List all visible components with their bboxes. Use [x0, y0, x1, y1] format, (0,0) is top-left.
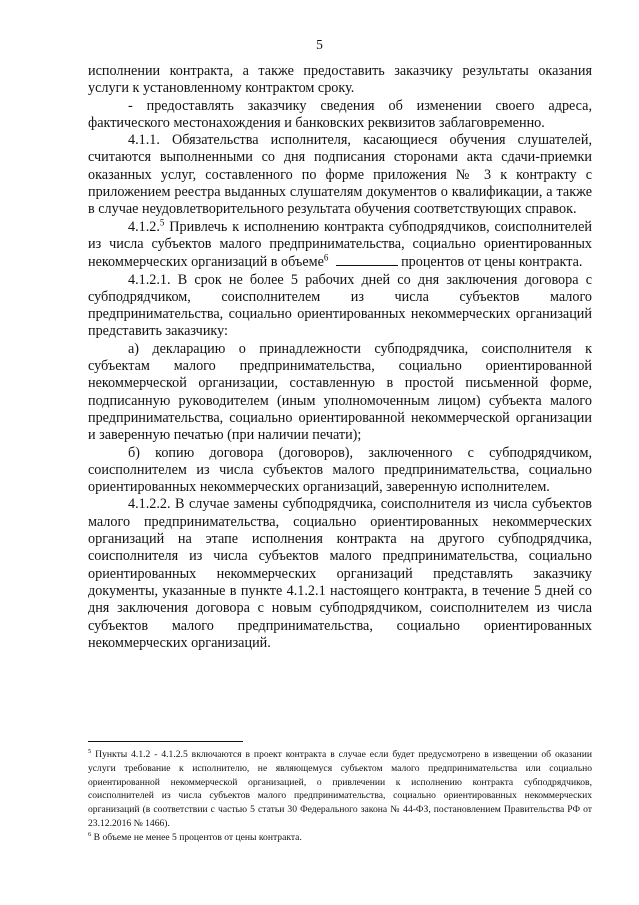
footnote	[88, 748, 592, 831]
footnote-text: Пункты 4.1.2 - 4.1.2.5 включаются в проект контракта в случае если будет предусмотрено в извещении об оказании услуги требование к исполнителю, не являющемуся субъектом малого предпринимательства или социально ориентированной некоммерческой организацией, о привлечении к исполнению контракта субподрядчиков, соисполнителей из числа субъектов малого предпринимательства, социально ориентированных некоммерческих организаций (в соответствии с частью 5 статьи 30 Федерального закона № 44-ФЗ, постановлением Правительства РФ от 23.12.2016 № 1466).	[88, 749, 592, 829]
paragraph: - предоставлять заказчику сведения об изменении своего адреса, фактического местонахождения и банковских реквизитов заблаговременно.	[88, 97, 592, 131]
paragraph: б) копию договора (договоров), заключенного с субподрядчиком, соисполнителем из числа субъектов малого предпринимательства, социально ориентированных некоммерческих организаций, заверенную исполнителем.	[88, 444, 592, 496]
paragraph: 4.1.1. Обязательства исполнителя, касающиеся обучения слушателей, считаются выполненными со дня подписания сторонами акта сдачи-приемки оказанных услуг, составленного по форме приложения № 3 к контракту с приложением реестра выданных слушателям документов о квалификации, а также в случае неудовлетворительного результата обучения соответствующих справок.	[88, 132, 592, 218]
clause-text: процентов от цены контракта.	[397, 254, 583, 271]
page-number: 5	[316, 37, 323, 52]
paragraph: 4.1.2.2. В случае замены субподрядчика, соисполнителя из числа субъектов малого предпринимательства, социально ориентированных некоммерческих организаций на этапе исполнения контракта на другого субподрядчика, соисполнителя из числа субъектов малого предпринимательства, социально ориентированных некоммерческих организаций представлять заказчику документы, указанные в пункте 4.1.2.1 настоящего контракта, в течение 5 дней со дня заключения договора с новым субподрядчиком, соисполнителем из числа субъектов малого предпринимательства, социально ориентированных некоммерческих организаций.	[88, 496, 592, 651]
footnote-reference: 5	[159, 216, 165, 227]
paragraph-4-1-2	[88, 216, 592, 272]
footnote-reference: 6	[323, 252, 329, 263]
footnote-separator	[88, 741, 243, 742]
clause-number: 4.1.2.	[128, 218, 160, 235]
footnotes	[88, 748, 592, 845]
footnote-mark: 6	[88, 830, 92, 838]
blank-fill-line	[336, 253, 398, 266]
paragraph: исполнении контракта, а также предоставить заказчику результаты оказания услуги к установленному контрактом сроку.	[88, 63, 592, 97]
document-body	[88, 63, 592, 652]
clause-text: Привлечь к исполнению контракта субподрядчиков, соисполнителей из числа субъектов малого предпринимательства, социально ориентированных некоммерческих организаций в объеме	[88, 218, 592, 271]
paragraph: 4.1.2.1. В срок не более 5 рабочих дней со дня заключения договора с субподрядчиком, соисполнителем из числа субъектов малого предпринимательства, социально ориентированных некоммерческих организаций представить заказчику:	[88, 271, 592, 340]
footnote-mark: 5	[88, 747, 92, 755]
footnote-text: В объеме не менее 5 процентов от цены контракта.	[91, 831, 302, 843]
paragraph: а) декларацию о принадлежности субподрядчика, соисполнителя к субъектам малого предпринимательства, социально ориентированной некоммерческой организации, составленную в простой письменной форме, подписанную руководителем (иным уполномоченным лицом) субъекта малого предпринимательства, социально ориентированной некоммерческой организации и заверенную печатью (при наличии печати);	[88, 340, 592, 444]
footnote	[88, 831, 592, 845]
